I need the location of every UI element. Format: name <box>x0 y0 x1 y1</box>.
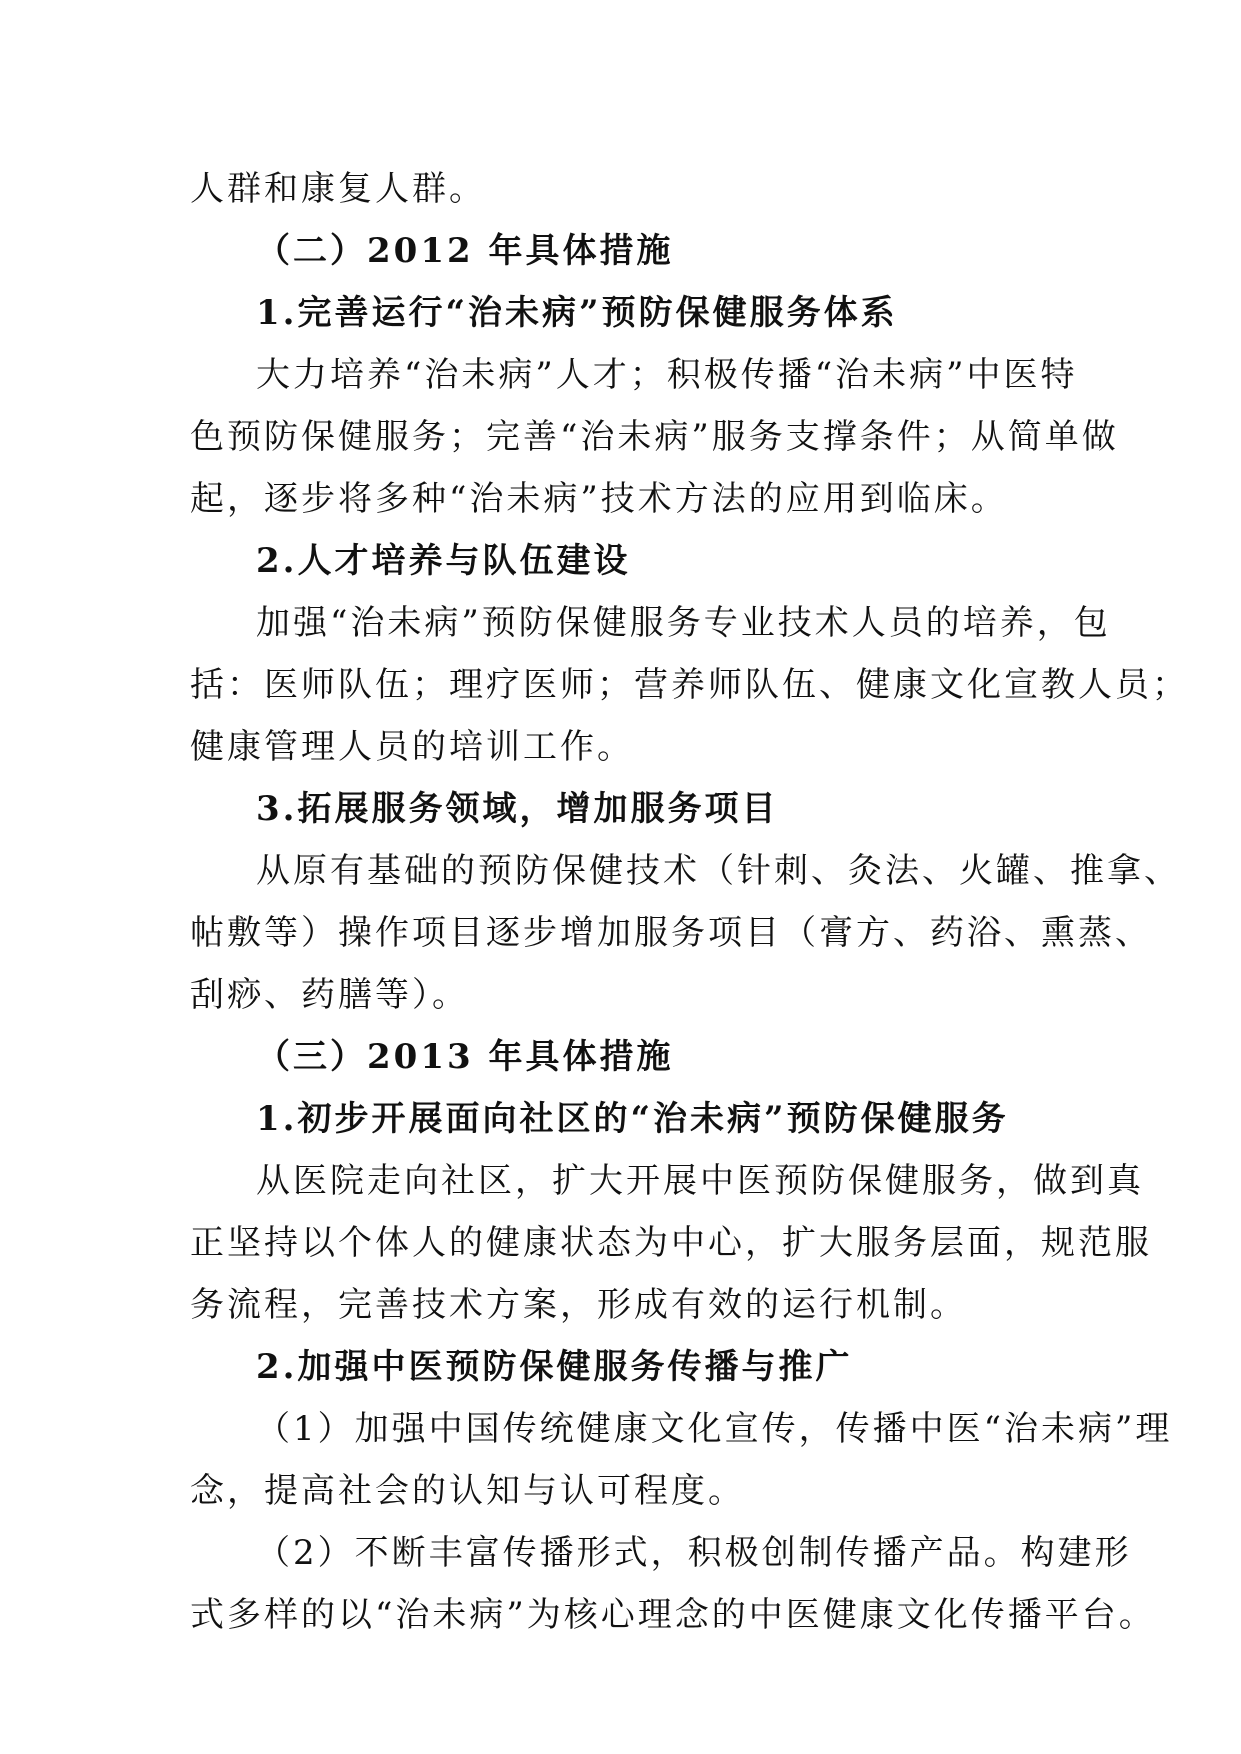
paragraph-line: 加强“治未病”预防保健服务专业技术人员的培养，包 <box>256 603 1111 643</box>
subheading-2-2012: 2.人才培养与队伍建设 <box>256 541 631 581</box>
section-heading-2013: （三）2013 年具体措施 <box>256 1037 674 1077</box>
paragraph-line: （2）不断丰富传播形式，积极创制传播产品。构建形 <box>256 1533 1132 1573</box>
section-heading-2012: （二）2012 年具体措施 <box>256 231 674 271</box>
document-body <box>190 158 1189 1646</box>
paragraph-line: 括：医师队伍；理疗医师；营养师队伍、健康文化宣教人员； <box>190 665 1189 705</box>
subheading-2-2013: 2.加强中医预防保健服务传播与推广 <box>256 1347 853 1387</box>
subheading-1-2013: 1.初步开展面向社区的“治未病”预防保健服务 <box>256 1099 1009 1139</box>
paragraph-line: 从原有基础的预防保健技术（针刺、灸法、火罐、推拿、 <box>256 851 1181 891</box>
paragraph-line: 从医院走向社区，扩大开展中医预防保健服务，做到真 <box>256 1161 1144 1201</box>
paragraph-line: 色预防保健服务；完善“治未病”服务支撑条件；从简单做 <box>190 417 1119 457</box>
paragraph-line: 起，逐步将多种“治未病”技术方法的应用到临床。 <box>190 479 1008 519</box>
paragraph-line: 念，提高社会的认知与认可程度。 <box>190 1471 745 1511</box>
paragraph-line: 刮痧、药膳等）。 <box>190 975 469 1015</box>
subheading-3-2012: 3.拓展服务领域，增加服务项目 <box>256 789 779 829</box>
paragraph-line: 帖敷等）操作项目逐步增加服务项目（膏方、药浴、熏蒸、 <box>190 913 1152 953</box>
paragraph-line: 正坚持以个体人的健康状态为中心，扩大服务层面，规范服 <box>190 1223 1152 1263</box>
paragraph-line: 健康管理人员的培训工作。 <box>190 727 634 767</box>
paragraph-line: 式多样的以“治未病”为核心理念的中医健康文化传播平台。 <box>190 1595 1156 1635</box>
paragraph-line: （1）加强中国传统健康文化宣传，传播中医“治未病”理 <box>256 1409 1173 1449</box>
paragraph-line: 人群和康复人群。 <box>190 169 486 209</box>
subheading-1-2012: 1.完善运行“治未病”预防保健服务体系 <box>256 293 898 333</box>
paragraph-line: 务流程，完善技术方案，形成有效的运行机制。 <box>190 1285 967 1325</box>
paragraph-line: 大力培养“治未病”人才；积极传播“治未病”中医特 <box>256 355 1078 395</box>
